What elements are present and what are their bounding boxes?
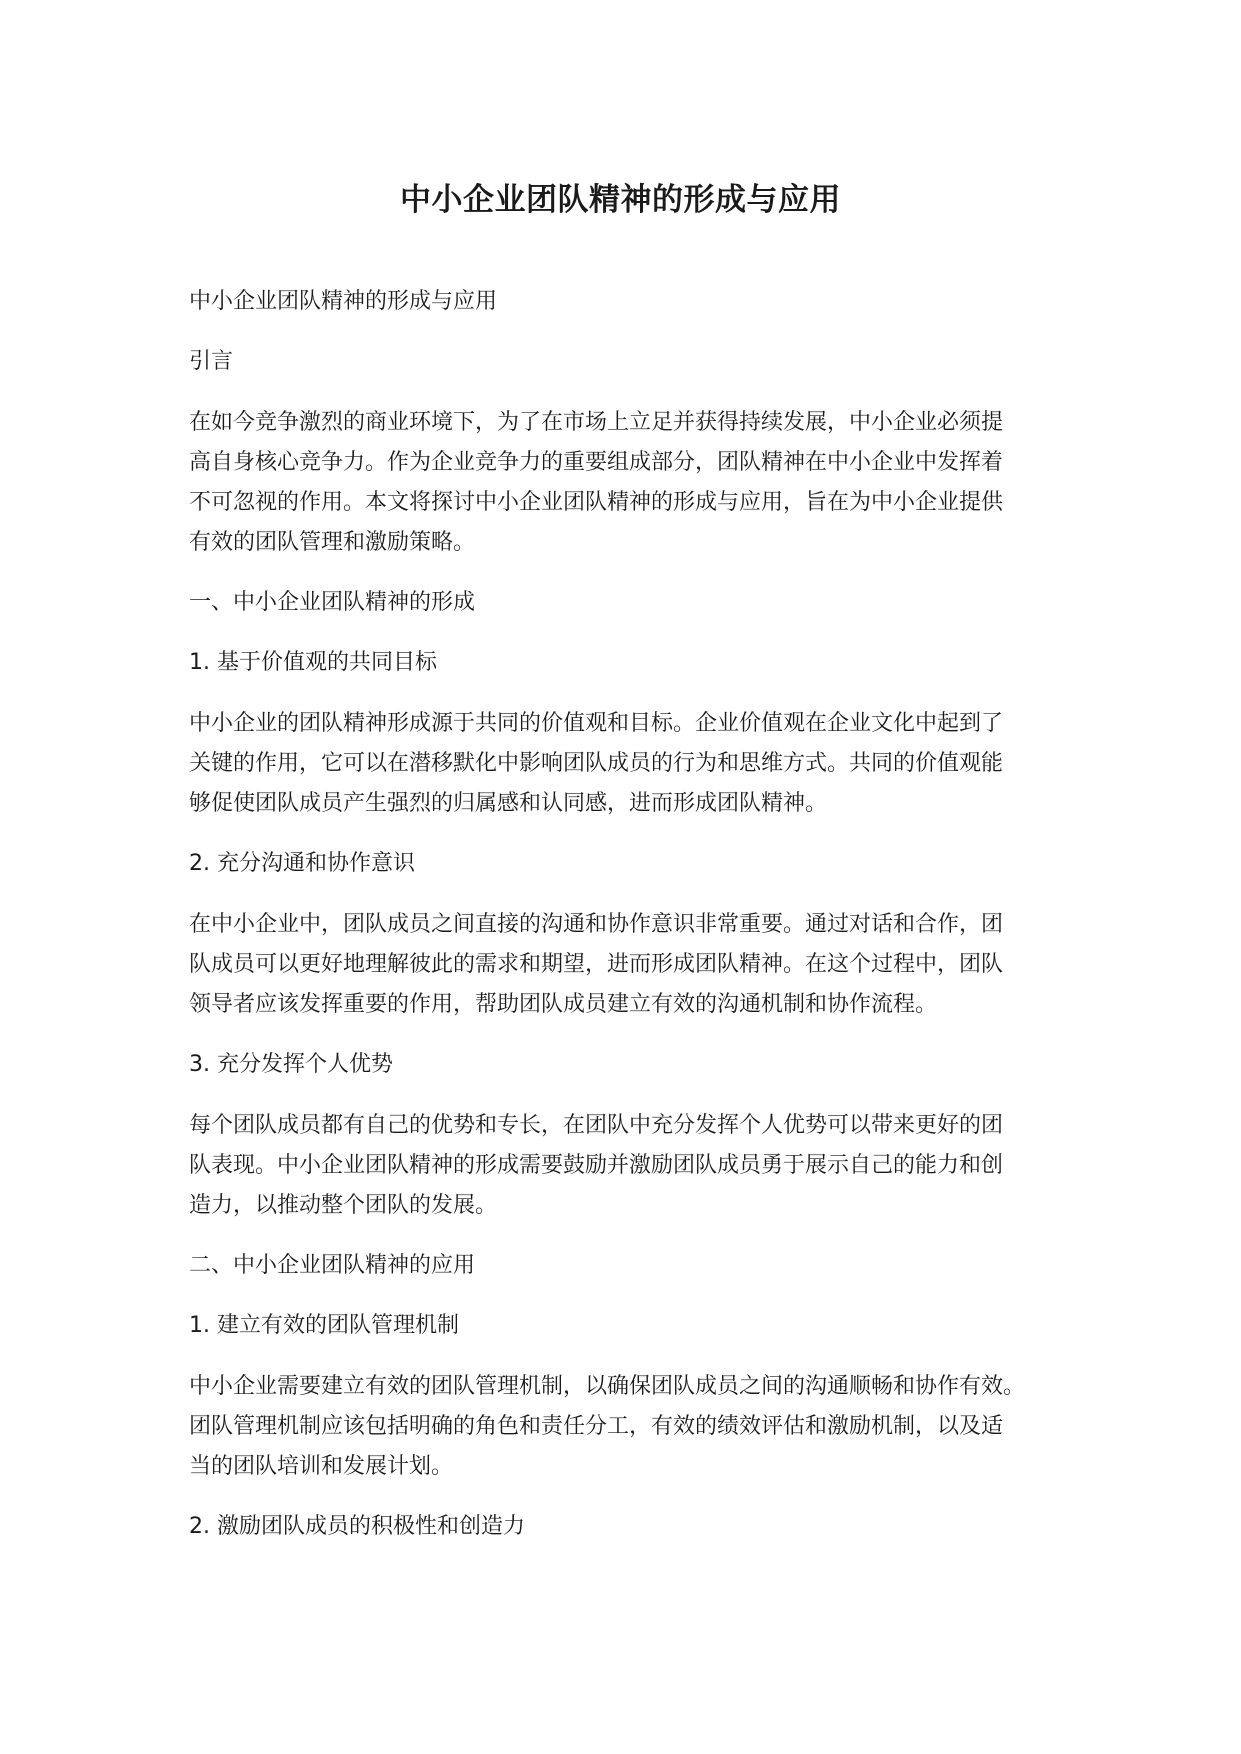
item-paragraph [189,704,1089,824]
paragraph-line: 不可忽视的作用。本文将探讨中小企业团队精神的形成与应用，旨在为中小企业提供 [189,490,1004,515]
intro-paragraph [189,403,1089,563]
paragraph-line: 每个团队成员都有自己的优势和专长，在团队中充分发挥个人优势可以带来更好的团 [189,1113,1004,1138]
paragraph-line: 造力，以推动整个团队的发展。 [189,1193,498,1218]
intro-heading: 引言 [189,349,234,374]
paragraph-line: 团队管理机制应该包括明确的角色和责任分工，有效的绩效评估和激励机制，以及适 [189,1414,1004,1439]
paragraph-line: 领导者应该发挥重要的作用，帮助团队成员建立有效的沟通机制和协作流程。 [189,992,938,1017]
paragraph-line: 在中小企业中，团队成员之间直接的沟通和协作意识非常重要。通过对话和合作，团 [189,912,1004,937]
item-paragraph [189,1367,1089,1487]
paragraph-line: 队成员可以更好地理解彼此的需求和期望，进而形成团队精神。在这个过程中，团队 [189,952,1004,977]
paragraph-line: 中小企业需要建立有效的团队管理机制，以确保团队成员之间的沟通顺畅和协作有效。 [189,1374,1026,1399]
item-heading: 2. 激励团队成员的积极性和创造力 [189,1514,525,1539]
paragraph-line: 关键的作用，它可以在潜移默化中影响团队成员的行为和思维方式。共同的价值观能 [189,751,1004,776]
item-paragraph [189,905,1089,1025]
paragraph-line: 够促使团队成员产生强烈的归属感和认同感，进而形成团队精神。 [189,791,828,816]
paragraph-line: 在如今竞争激烈的商业环境下，为了在市场上立足并获得持续发展，中小企业必须提 [189,410,1004,435]
paragraph-line: 高自身核心竞争力。作为企业竞争力的重要组成部分，团队精神在中小企业中发挥着 [189,450,1004,475]
item-heading: 1. 基于价值观的共同目标 [189,650,437,675]
item-paragraph [189,1106,1089,1226]
paragraph-line: 队表现。中小企业团队精神的形成需要鼓励并激励团队成员勇于展示自己的能力和创 [189,1153,1004,1178]
item-heading: 2. 充分沟通和协作意识 [189,851,415,876]
item-heading: 3. 充分发挥个人优势 [189,1052,393,1077]
paragraph-line: 当的团队培训和发展计划。 [189,1454,454,1479]
subtitle: 中小企业团队精神的形成与应用 [189,289,498,314]
section-heading: 二、中小企业团队精神的应用 [189,1253,476,1278]
item-heading: 1. 建立有效的团队管理机制 [189,1313,459,1338]
document-title: 中小企业团队精神的形成与应用 [400,182,841,218]
paragraph-line: 中小企业的团队精神形成源于共同的价值观和目标。企业价值观在企业文化中起到了 [189,711,1004,736]
document-body [189,282,1089,1547]
section-heading: 一、中小企业团队精神的形成 [189,590,476,615]
paragraph-line: 有效的团队管理和激励策略。 [189,530,476,555]
